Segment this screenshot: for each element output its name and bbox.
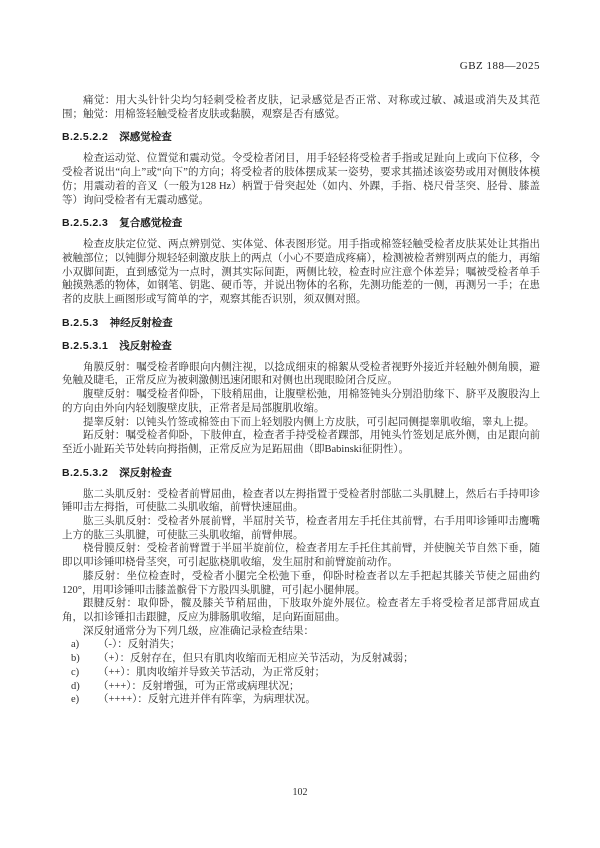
- paragraph: 腹壁反射：嘱受检者仰卧，下肢稍屈曲，让腹壁松弛，用棉签钝头分别沿肋缘下、脐平及腹股沟上的方向由外向内轻划腹壁皮肤，正常者是局部腹肌收缩。: [62, 389, 540, 414]
- section-title: 深反射检查: [119, 466, 172, 479]
- list-item: [62, 652, 540, 666]
- list-item-label: b): [71, 653, 80, 665]
- list-item-text: （-）：反射消失；: [98, 639, 181, 651]
- list-item: [62, 638, 540, 652]
- list-item: [62, 680, 540, 694]
- section-number: B.2.5.3: [62, 316, 99, 329]
- paragraph: 桡骨膜反射：受检者前臂置于半屈半旋前位，检查者用左手托住其前臂，并使腕关节自然下垂，随即以叩诊锤叩桡骨茎突，可引起肱桡肌收缩，发生屈肘和前臂旋前动作。: [62, 543, 540, 569]
- paragraph: 角膜反射：嘱受检者睁眼向内侧注视，以捻成细束的棉絮从受检者视野外接近并轻触外侧角膜，避免触及睫毛，正常反应为被刺激侧迅速闭眼和对侧也出现眼睑闭合反应。: [62, 361, 540, 387]
- section-number: B.2.5.3.2: [62, 466, 109, 479]
- list-item: [62, 693, 540, 707]
- section-title: 神经反射检查: [109, 316, 173, 329]
- section-number: B.2.5.3.1: [62, 339, 109, 352]
- page-number: 102: [292, 787, 308, 798]
- paragraph: 肱二头肌反射：受检者前臂屈曲，检查者以左拇指置于受检者肘部肱二头肌腱上，然后右手持叩诊锤叩击左拇指，可使肱二头肌收缩，前臂快速屈曲。: [62, 488, 540, 514]
- section-heading: [62, 467, 540, 480]
- list-item-label: c): [71, 666, 80, 678]
- paragraph: 跟腱反射：取仰卧，髋及膝关节稍屈曲，下肢取外旋外展位。检查者左手将受检者足部背屈成直角，以扣诊锤扣击跟腱，反应为腓肠肌收缩，足向跖面屈曲。: [62, 598, 540, 623]
- doc-number-header: GBZ 188—2025: [459, 60, 540, 72]
- section-number: B.2.5.2.3: [62, 217, 109, 230]
- section-heading: [62, 131, 540, 144]
- paragraph: 痛觉：用大头针针尖均匀轻刺受检者皮肤，记录感觉是否正常、对称或过敏、减退或消失及其范围；触觉：用棉签轻触受检者皮肤或黏膜，观察是否有感觉。: [62, 95, 540, 120]
- section-title: 浅反射检查: [119, 339, 172, 352]
- list-item-label: a): [71, 639, 80, 651]
- paragraph: 提睾反射：以钝头竹签或棉签由下而上轻划股内侧上方皮肤，可引起同侧提睾肌收缩，睾丸上提。: [83, 416, 535, 428]
- paragraph: 肱三头肌反射：受检者外展前臂，半屈肘关节，检查者用左手托住其前臂，右手用叩诊锤叩击鹰嘴上方的肱三头肌腱，可使肱三头肌收缩，前臂伸展。: [62, 516, 540, 541]
- paragraph: 深反射通常分为下列几级，应准确记录检查结果：: [83, 625, 314, 637]
- section-heading: [62, 317, 540, 330]
- list-item-text: （++）：肌肉收缩并导致关节活动，为正常反射；: [98, 666, 326, 678]
- page-body: [62, 94, 540, 707]
- section-number: B.2.5.2.2: [62, 131, 109, 144]
- paragraph: 检查运动觉、位置觉和震动觉。令受检者闭目，用手轻轻将受检者手指或足趾向上或向下位移，令受检者说出“向上”或“向下”的方向；将受检者的肢体摆成某一姿势，要求其描述该姿势或用对侧肢体模仿；用震动着的音叉（一般为128 Hz）柄置于骨突起处（如内、外踝，手指、桡尺骨茎突、胫骨、膝盖等）询问受检者有无震动感觉。: [62, 153, 540, 206]
- section-heading: [62, 340, 540, 353]
- section-title: 深感觉检查: [119, 131, 172, 144]
- section-heading: [62, 217, 540, 230]
- list-item-label: e): [71, 694, 80, 706]
- paragraph: 检查皮肤定位觉、两点辨别觉、实体觉、体表图形觉。用手指或棉签轻触受检者皮肤某处让其指出被触部位；以钝脚分规轻轻刺激皮肤上的两点（小心不要造成疼痛），检测被检者辨别两点的能力，再缩小双脚间距，直到感觉为一点时，测其实际间距，两侧比较，检查时应注意个体差异；嘱被受检者单手触摸熟悉的物体，如钢笔、钥匙、硬币等，并说出物体的名称，先测功能差的一侧，再测另一手；在患者的皮肤上画图形或写简单的字，观察其能否识别，须双侧对照。: [62, 239, 540, 306]
- paragraph: 膝反射：坐位检查时，受检者小腿完全松弛下垂，仰卧时检查者以左手把起其膝关节使之屈曲约120°，用叩诊锤叩击膝盖髌骨下方股四头肌腱，可引起小腿伸展。: [62, 570, 540, 596]
- list-item-label: d): [71, 680, 80, 692]
- list-item: [62, 666, 540, 680]
- list-item-text: （+++）：反射增强，可为正常或病理状况；: [98, 680, 300, 692]
- paragraph: 跖反射：嘱受检者仰卧，下肢伸直，检查者手持受检者踝部，用钝头竹签划足底外侧，由足跟向前至近小趾跖关节处转向拇指侧，正常反应为足跖屈曲（即Babinski征阴性）。: [62, 430, 540, 455]
- list-item-text: （++++）：反射亢进并伴有阵挛，为病理状况。: [98, 694, 316, 706]
- list-item-text: （+）：反射存在，但只有肌肉收缩而无相应关节活动，为反射减弱；: [98, 653, 414, 665]
- section-title: 复合感觉检查: [119, 217, 183, 230]
